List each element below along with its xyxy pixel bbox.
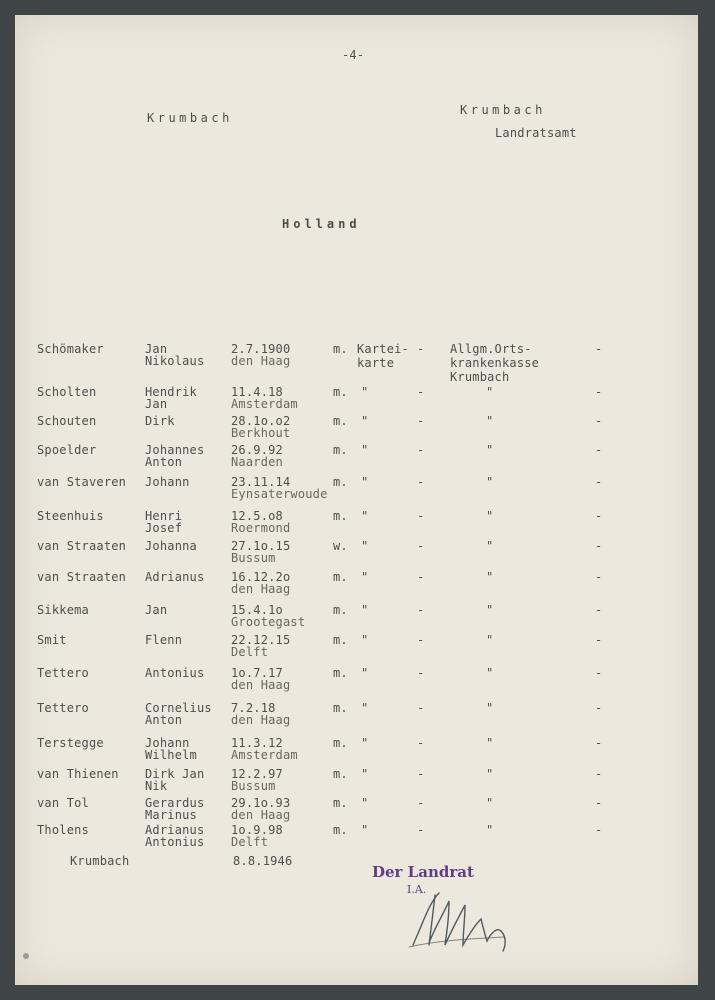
surname: Tettero xyxy=(37,701,89,715)
record-type: Kartei- karte xyxy=(357,342,409,370)
insurer: " xyxy=(486,509,494,523)
birth-date: 15.4.1o xyxy=(231,603,283,617)
given-name: Cornelius xyxy=(145,701,212,715)
surname: Tholens xyxy=(37,823,89,837)
sex: m. xyxy=(333,509,348,523)
insurer: " xyxy=(486,570,494,584)
birth-date: 28.1o.o2 xyxy=(231,414,291,428)
sex: m. xyxy=(333,342,348,356)
sex: m. xyxy=(333,736,348,750)
given-name: Jan xyxy=(145,342,168,356)
birth-date: 26.9.92 xyxy=(231,443,283,457)
surname: Schömaker xyxy=(37,342,104,356)
sex: m. xyxy=(333,767,348,781)
record-type: " xyxy=(361,823,369,837)
record-type: " xyxy=(361,666,369,680)
record-type: " xyxy=(361,701,369,715)
record-type: " xyxy=(361,443,369,457)
birth-date: 23.11.14 xyxy=(231,475,291,489)
record-type: " xyxy=(361,603,369,617)
given-name: Adrianus xyxy=(145,823,205,837)
document-page xyxy=(15,15,698,985)
given-name: Henri xyxy=(145,509,183,523)
surname: Terstegge xyxy=(37,736,104,750)
birth-place: den Haag xyxy=(231,678,291,692)
page-number: -4- xyxy=(342,48,365,62)
surname: Steenhuis xyxy=(37,509,104,523)
given-name: Gerardus xyxy=(145,796,205,810)
given-name: Adrianus xyxy=(145,570,205,584)
birth-date: 12.2.97 xyxy=(231,767,283,781)
record-type: " xyxy=(361,539,369,553)
sex: m. xyxy=(333,633,348,647)
dash-col: - xyxy=(417,666,425,680)
birth-place: den Haag xyxy=(231,808,291,822)
birth-place: Bussum xyxy=(231,551,276,565)
birth-date: 1o.7.17 xyxy=(231,666,283,680)
surname: van Thienen xyxy=(37,767,119,781)
dash-col: - xyxy=(417,633,425,647)
surname: Tettero xyxy=(37,666,89,680)
insurer: " xyxy=(486,736,494,750)
birth-date: 22.12.15 xyxy=(231,633,291,647)
given-name: Josef xyxy=(145,521,183,535)
insurer: " xyxy=(486,701,494,715)
dash-col: - xyxy=(417,539,425,553)
office-name: Landratsamt xyxy=(495,126,577,140)
dash-col: - xyxy=(417,509,425,523)
record-type: " xyxy=(361,570,369,584)
footer-place: Krumbach xyxy=(70,854,130,868)
dash-col: - xyxy=(417,701,425,715)
insurer: Allgm.Orts- krankenkasse Krumbach xyxy=(450,342,540,384)
handwritten-signature xyxy=(405,883,525,963)
given-name: Nikolaus xyxy=(145,354,205,368)
insurer: " xyxy=(486,414,494,428)
dash-col: - xyxy=(417,385,425,399)
dash-col: - xyxy=(417,823,425,837)
place-right: Krumbach xyxy=(460,103,546,117)
dash-col: - xyxy=(417,414,425,428)
insurer: " xyxy=(486,475,494,489)
insurer: " xyxy=(486,539,494,553)
sex: m. xyxy=(333,443,348,457)
given-name: Johannes xyxy=(145,443,205,457)
birth-date: 27.1o.15 xyxy=(231,539,291,553)
dash-col-last: - xyxy=(595,767,603,781)
given-name: Antonius xyxy=(145,835,205,849)
given-name: Flenn xyxy=(145,633,183,647)
given-name: Johanna xyxy=(145,539,197,553)
stamp-sub: I.A. xyxy=(407,883,427,896)
birth-date: 16.12.2o xyxy=(231,570,291,584)
dash-col: - xyxy=(417,603,425,617)
dash-col-last: - xyxy=(595,823,603,837)
given-name: Marinus xyxy=(145,808,197,822)
insurer: " xyxy=(486,823,494,837)
given-name: Johann xyxy=(145,475,190,489)
birth-place: Grootegast xyxy=(231,615,306,629)
birth-place: den Haag xyxy=(231,354,291,368)
given-name: Anton xyxy=(145,455,183,469)
dash-col: - xyxy=(417,796,425,810)
sex: m. xyxy=(333,823,348,837)
given-name: Dirk xyxy=(145,414,175,428)
insurer: " xyxy=(486,666,494,680)
dash-col-last: - xyxy=(595,666,603,680)
dash-col: - xyxy=(417,767,425,781)
given-name: Hendrik xyxy=(145,385,197,399)
sex: w. xyxy=(333,539,348,553)
dash-col-last: - xyxy=(595,385,603,399)
surname: Scholten xyxy=(37,385,97,399)
stamp-title: Der Landrat xyxy=(372,863,474,881)
birth-place: Bussum xyxy=(231,779,276,793)
place-left: Krumbach xyxy=(147,111,233,125)
birth-date: 11.4.18 xyxy=(231,385,283,399)
sex: m. xyxy=(333,414,348,428)
dash-col: - xyxy=(417,443,425,457)
dash-col-last: - xyxy=(595,701,603,715)
dash-col: - xyxy=(417,475,425,489)
birth-place: Berkhout xyxy=(231,426,291,440)
birth-place: Delft xyxy=(231,645,269,659)
record-type: " xyxy=(361,736,369,750)
given-name: Johann xyxy=(145,736,190,750)
birth-place: Amsterdam xyxy=(231,397,298,411)
record-type: " xyxy=(361,796,369,810)
dash-col-last: - xyxy=(595,539,603,553)
surname: van Straaten xyxy=(37,539,127,553)
birth-place: Roermond xyxy=(231,521,291,535)
dash-col-last: - xyxy=(595,570,603,584)
surname: Schouten xyxy=(37,414,97,428)
surname: van Tol xyxy=(37,796,89,810)
record-type: " xyxy=(361,509,369,523)
given-name: Anton xyxy=(145,713,183,727)
dash-col-last: - xyxy=(595,603,603,617)
sex: m. xyxy=(333,701,348,715)
dash-col-last: - xyxy=(595,414,603,428)
dash-col: - xyxy=(417,570,425,584)
birth-date: 7.2.18 xyxy=(231,701,276,715)
given-name: Antonius xyxy=(145,666,205,680)
birth-place: den Haag xyxy=(231,713,291,727)
given-name: Dirk Jan xyxy=(145,767,205,781)
record-type: " xyxy=(361,633,369,647)
birth-place: den Haag xyxy=(231,582,291,596)
surname: Sikkema xyxy=(37,603,89,617)
given-name: Jan xyxy=(145,603,168,617)
insurer: " xyxy=(486,385,494,399)
record-type: " xyxy=(361,475,369,489)
sex: m. xyxy=(333,796,348,810)
insurer: " xyxy=(486,603,494,617)
dash-col-last: - xyxy=(595,509,603,523)
dash-col-last: - xyxy=(595,736,603,750)
record-type: " xyxy=(361,414,369,428)
birth-place: Eynsaterwoude xyxy=(231,487,328,501)
surname: Smit xyxy=(37,633,67,647)
record-type: " xyxy=(361,767,369,781)
punch-hole-mark xyxy=(23,953,29,959)
given-name: Jan xyxy=(145,397,168,411)
dash-col-last: - xyxy=(595,796,603,810)
birth-date: 2.7.1900 xyxy=(231,342,291,356)
surname: van Straaten xyxy=(37,570,127,584)
birth-place: Delft xyxy=(231,835,269,849)
dash-col: - xyxy=(417,342,425,356)
sex: m. xyxy=(333,385,348,399)
dash-col-last: - xyxy=(595,475,603,489)
country-heading: Holland xyxy=(282,217,361,231)
insurer: " xyxy=(486,633,494,647)
birth-date: 29.1o.93 xyxy=(231,796,291,810)
given-name: Nik xyxy=(145,779,168,793)
dash-col-last: - xyxy=(595,633,603,647)
dash-col: - xyxy=(417,736,425,750)
sex: m. xyxy=(333,570,348,584)
dash-col-last: - xyxy=(595,342,603,356)
insurer: " xyxy=(486,443,494,457)
birth-place: Naarden xyxy=(231,455,283,469)
surname: Spoelder xyxy=(37,443,97,457)
birth-date: 1o.9.98 xyxy=(231,823,283,837)
sex: m. xyxy=(333,666,348,680)
birth-place: Amsterdam xyxy=(231,748,298,762)
record-type: " xyxy=(361,385,369,399)
insurer: " xyxy=(486,796,494,810)
insurer: " xyxy=(486,767,494,781)
sex: m. xyxy=(333,475,348,489)
surname: van Staveren xyxy=(37,475,127,489)
sex: m. xyxy=(333,603,348,617)
dash-col-last: - xyxy=(595,443,603,457)
given-name: Wilhelm xyxy=(145,748,197,762)
birth-date: 11.3.12 xyxy=(231,736,283,750)
birth-date: 12.5.o8 xyxy=(231,509,283,523)
footer-date: 8.8.1946 xyxy=(233,854,293,868)
